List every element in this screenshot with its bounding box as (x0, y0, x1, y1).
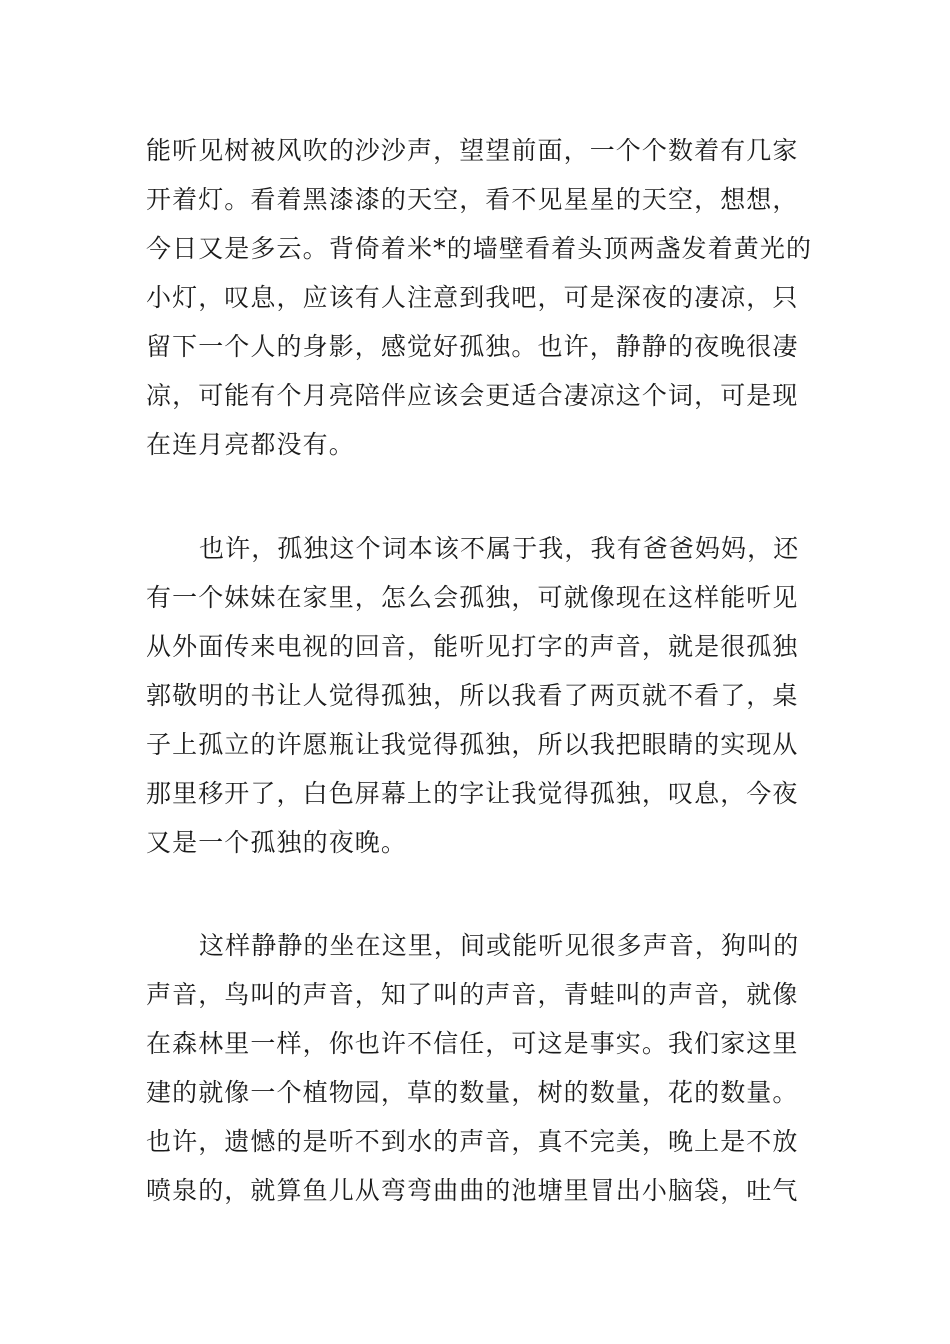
paragraph-line: 又是一个孤独的夜晚。 (146, 828, 408, 857)
paragraph-line: 今日又是多云。背倚着米*的墙壁看着头顶两盏发着黄光的 (146, 234, 813, 263)
paragraph-line: 有一个妹妹在家里，怎么会孤独，可就像现在这样能听见 (146, 583, 799, 612)
paragraph-line: 喷泉的，就算鱼儿从弯弯曲曲的池塘里冒出小脑袋，吐气 (146, 1176, 799, 1205)
paragraph-3 (146, 921, 816, 1215)
paragraph-line: 建的就像一个植物园，草的数量，树的数量，花的数量。 (146, 1078, 799, 1107)
paragraph-first-line: 这样静静的坐在这里，间或能听见很多声音，狗叫的 (199, 931, 800, 960)
paragraph-first-line: 也许，孤独这个词本该不属于我，我有爸爸妈妈，还 (199, 534, 800, 563)
paragraph-line: 从外面传来电视的回音，能听见打字的声音，就是很孤独 (146, 632, 799, 661)
paragraph-line: 那里移开了，白色屏幕上的字让我觉得孤独，叹息，今夜 (146, 779, 799, 808)
paragraph-line: 声音，鸟叫的声音，知了叫的声音，青蛙叫的声音，就像 (146, 980, 799, 1009)
paragraph-1 (146, 126, 816, 469)
paragraph-line: 郭敬明的书让人觉得孤独，所以我看了两页就不看了，桌 (146, 681, 799, 710)
paragraph-line: 开着灯。看着黑漆漆的天空，看不见星星的天空，想想， (146, 185, 799, 214)
paragraph-line: 能听见树被风吹的沙沙声，望望前面，一个个数着有几家 (146, 136, 799, 165)
paragraph-line: 子上孤立的许愿瓶让我觉得孤独，所以我把眼睛的实现从 (146, 730, 799, 759)
paragraph-line: 也许，遗憾的是听不到水的声音，真不完美，晚上是不放 (146, 1127, 799, 1156)
paragraph-line: 小灯，叹息，应该有人注意到我吧，可是深夜的凄凉，只 (146, 283, 799, 312)
paragraph-line: 在森林里一样，你也许不信任，可这是事实。我们家这里 (146, 1029, 799, 1058)
paragraph-line: 在连月亮都没有。 (146, 430, 355, 459)
paragraph-line: 留下一个人的身影，感觉好孤独。也许，静静的夜晚很凄 (146, 332, 799, 361)
paragraph-2 (146, 524, 816, 867)
paragraph-line: 凉，可能有个月亮陪伴应该会更适合凄凉这个词，可是现 (146, 381, 799, 410)
